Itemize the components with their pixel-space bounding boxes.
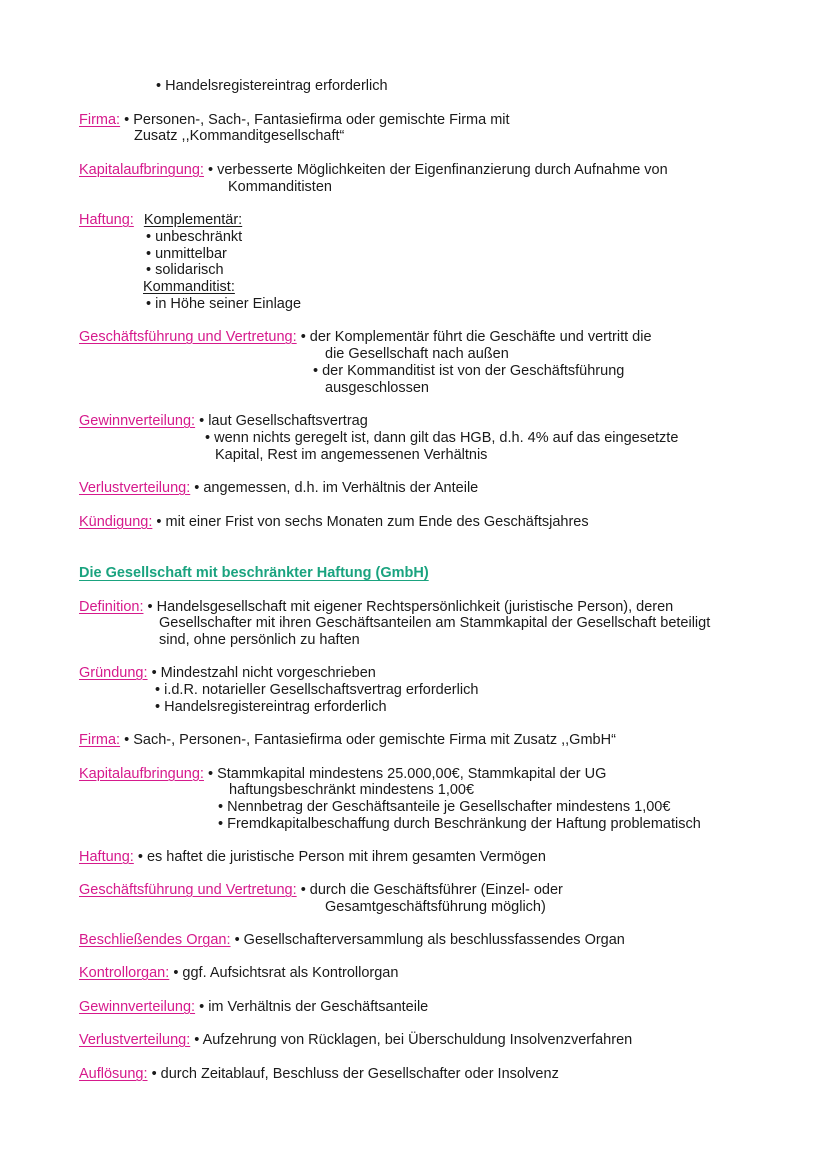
kg-firma-label: Firma: (79, 112, 121, 128)
gmbh-definition-text-3: sind, ohne persönlich zu haften (159, 632, 360, 648)
kg-haftung-item: • solidarisch (146, 262, 224, 278)
gmbh-gruendung-row (79, 665, 376, 682)
kg-kapital-text: • verbesserte Möglichkeiten der Eigenfinanzierung durch Aufnahme von (208, 162, 668, 178)
kg-kuendigung-label: Kündigung: (79, 514, 153, 530)
kg-gf-text-3: • der Kommanditist ist von der Geschäftsführung (313, 363, 625, 379)
gmbh-definition-label: Definition: (79, 599, 144, 615)
gmbh-definition-row (79, 599, 673, 616)
kg-gf-label: Geschäftsführung und Vertretung: (79, 329, 297, 345)
gmbh-verlust-label: Verlustverteilung: (79, 1032, 191, 1048)
gmbh-kapital-text: • Stammkapital mindestens 25.000,00€, Stammkapital der UG (208, 766, 607, 782)
kg-kapital-text-2: Kommanditisten (228, 179, 332, 195)
gmbh-aufloesung-row (79, 1066, 559, 1083)
gmbh-kapital-text-3: • Nennbetrag der Geschäftsanteile je Gesellschafter mindestens 1,00€ (218, 799, 671, 815)
kg-gewinn-row (79, 413, 368, 430)
gmbh-definition-text-2: Gesellschafter mit ihren Geschäftsanteilen am Stammkapital der Gesellschaft beteiligt (159, 615, 711, 631)
kg-firma-text-2: Zusatz ,,Kommanditgesellschaft“ (134, 128, 345, 144)
kg-gewinn-text-2: • wenn nichts geregelt ist, dann gilt das HGB, d.h. 4% auf das eingesetzte (205, 430, 679, 446)
gmbh-gewinn-row (79, 999, 428, 1016)
kg-gf-text-4: ausgeschlossen (325, 380, 429, 396)
gmbh-aufloesung-text: • durch Zeitablauf, Beschluss der Gesellschafter oder Insolvenz (151, 1066, 559, 1082)
kg-haftung-item: • unbeschränkt (146, 229, 243, 245)
gmbh-haftung-row (79, 849, 546, 866)
gmbh-section-heading: Die Gesellschaft mit beschränkter Haftung (GmbH) (79, 565, 429, 581)
gmbh-gf-label: Geschäftsführung und Vertretung: (79, 882, 297, 898)
gmbh-firma-text: • Sach-, Personen-, Fantasiefirma oder gemischte Firma mit Zusatz ,,GmbH“ (124, 732, 616, 748)
kg-gewinn-label: Gewinnverteilung: (79, 413, 196, 429)
kg-haftung-item: • unmittelbar (146, 246, 227, 262)
gmbh-verlust-text: • Aufzehrung von Rücklagen, bei Überschuldung Insolvenzverfahren (194, 1032, 633, 1048)
gmbh-gruendung-label: Gründung: (79, 665, 148, 681)
kg-haftung-label: Haftung: (79, 212, 134, 228)
gmbh-haftung-text: • es haftet die juristische Person mit ihrem gesamten Vermögen (137, 849, 546, 865)
gmbh-organ-text: • Gesellschafterversammlung als beschlussfassendes Organ (234, 932, 625, 948)
kg-gewinn-text: • laut Gesellschaftsvertrag (199, 413, 368, 429)
gmbh-gf-row (79, 882, 563, 899)
kg-gf-text-2: die Gesellschaft nach außen (325, 346, 509, 362)
kg-verlust-label: Verlustverteilung: (79, 480, 191, 496)
kg-gf-text: • der Komplementär führt die Geschäfte und vertritt die (300, 329, 652, 345)
gmbh-kapital-label: Kapitalaufbringung: (79, 766, 204, 782)
gmbh-haftung-label: Haftung: (79, 849, 134, 865)
gmbh-definition-text: • Handelsgesellschaft mit eigener Rechtspersönlichkeit (juristische Person), deren (147, 599, 674, 615)
kg-verlust-row (79, 480, 478, 497)
kg-gewinn-text-3: Kapital, Rest im angemessenen Verhältnis (215, 447, 488, 463)
kg-kommanditist-heading: Kommanditist: (143, 279, 235, 295)
kg-kuendigung-row (79, 514, 589, 531)
kg-haftung-row (79, 212, 242, 229)
gmbh-gewinn-text: • im Verhältnis der Geschäftsanteile (199, 999, 429, 1015)
gmbh-firma-label: Firma: (79, 732, 121, 748)
gmbh-gf-text: • durch die Geschäftsführer (Einzel- oder (300, 882, 563, 898)
kg-verlust-text: • angemessen, d.h. im Verhältnis der Anteile (194, 480, 479, 496)
gmbh-kapital-row (79, 766, 606, 783)
gmbh-aufloesung-label: Auflösung: (79, 1066, 148, 1082)
kg-kapital-row (79, 162, 668, 179)
gmbh-kontroll-text: • ggf. Aufsichtsrat als Kontrollorgan (173, 965, 399, 981)
kg-kapital-label: Kapitalaufbringung: (79, 162, 204, 178)
gmbh-gruendung-text: • Mindestzahl nicht vorgeschrieben (151, 665, 376, 681)
kg-kommanditist-item: • in Höhe seiner Einlage (146, 296, 302, 312)
gmbh-gewinn-label: Gewinnverteilung: (79, 999, 196, 1015)
gmbh-organ-label: Beschließendes Organ: (79, 932, 231, 948)
kg-kuendigung-text: • mit einer Frist von sechs Monaten zum Ende des Geschäftsjahres (156, 514, 589, 530)
kg-komplementaer-heading: Komplementär: (143, 212, 243, 228)
gmbh-kapital-text-4: • Fremdkapitalbeschaffung durch Beschränkung der Haftung problematisch (218, 816, 701, 832)
kg-gruendung-cont: • Handelsregistereintrag erforderlich (156, 78, 388, 94)
kg-firma-row (79, 112, 510, 129)
gmbh-gruendung-text-2: • i.d.R. notarieller Gesellschaftsvertrag erforderlich (155, 682, 479, 698)
gmbh-gruendung-text-3: • Handelsregistereintrag erforderlich (155, 699, 387, 715)
gmbh-kapital-text-2: haftungsbeschränkt mindestens 1,00€ (229, 782, 475, 798)
gmbh-kontroll-row (79, 965, 398, 982)
gmbh-gf-text-2: Gesamtgeschäftsführung möglich) (325, 899, 546, 915)
gmbh-verlust-row (79, 1032, 632, 1049)
kg-gf-row (79, 329, 652, 346)
gmbh-kontroll-label: Kontrollorgan: (79, 965, 170, 981)
kg-firma-text: • Personen-, Sach-, Fantasiefirma oder gemischte Firma mit (124, 112, 510, 128)
gmbh-firma-row (79, 732, 616, 749)
gmbh-organ-row (79, 932, 625, 949)
